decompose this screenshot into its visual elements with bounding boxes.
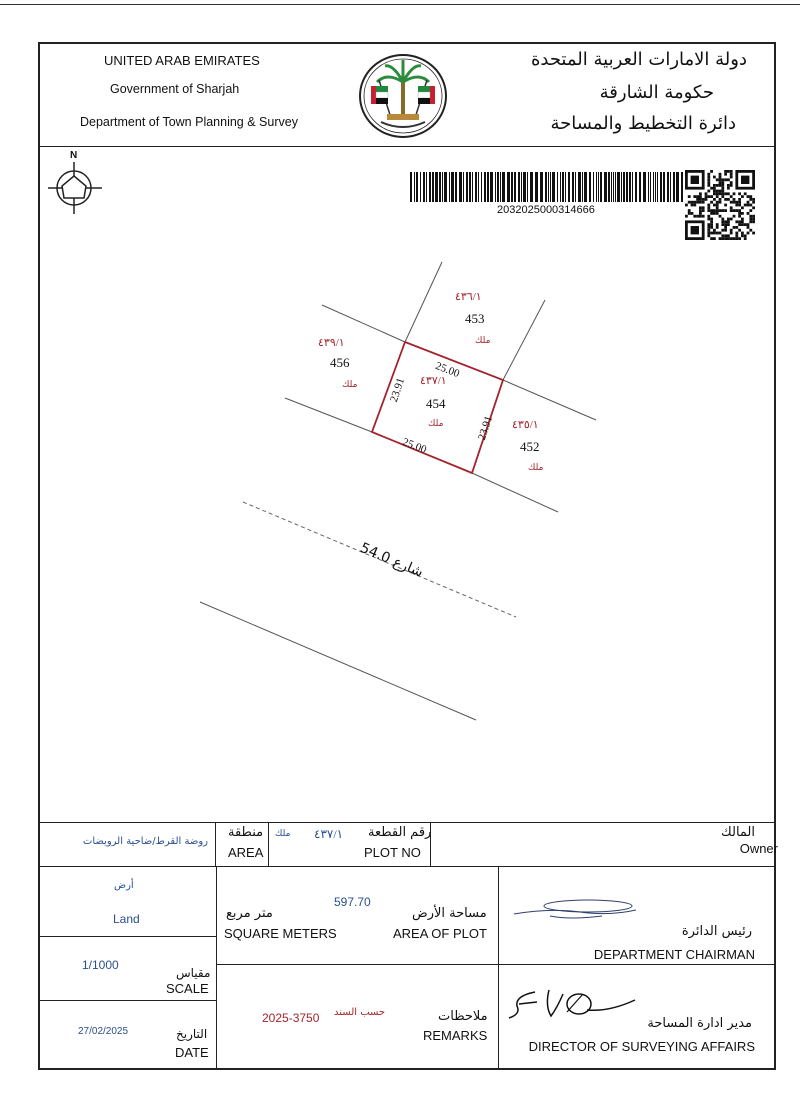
north-label: N <box>70 150 78 161</box>
plot-no-value: ٤٣٧/١ <box>314 827 344 841</box>
barcode-number: 2032025000314666 <box>497 204 595 216</box>
plot-west-number: 456 <box>330 355 350 370</box>
scale-label-ar: مقياس <box>176 966 211 980</box>
plot-type-value: ملك <box>275 829 291 839</box>
dimension-left: 23.91 <box>388 376 408 404</box>
chairman-signature <box>510 894 640 928</box>
date-label-ar: التاريخ <box>176 1027 208 1041</box>
street-edge-line <box>200 602 476 720</box>
info-bar-bottom-line <box>38 866 776 867</box>
plot-subject-ref: ٤٣٧/١ <box>420 375 447 387</box>
info-bar-top-line <box>38 822 776 823</box>
area-label-en: AREA <box>228 845 264 860</box>
area-of-plot-value: 597.70 <box>334 895 371 909</box>
area-of-plot-label-en: AREA OF PLOT <box>393 926 487 941</box>
plot-west-type: ملك <box>342 380 358 390</box>
plot-boundary-line <box>503 300 545 380</box>
details-row-line <box>38 1000 216 1001</box>
plot-north-ref: ٤٣٦/١ <box>455 291 482 303</box>
remarks-label-en: REMARKS <box>423 1028 488 1043</box>
plot-north-number: 453 <box>465 311 485 326</box>
plot-east-ref: ٤٣٥/١ <box>512 419 539 431</box>
chairman-label-ar: رئيس الدائرة <box>681 924 752 939</box>
plot-subject-type: ملك <box>428 419 444 429</box>
info-divider <box>268 822 269 866</box>
details-row-line <box>216 964 776 965</box>
remarks-label-ar: ملاحظات <box>438 1009 488 1024</box>
header-ar-government: حكومة الشارقة <box>599 82 714 103</box>
chairman-label-en: DEPARTMENT CHAIRMAN <box>593 947 755 962</box>
date-value: 27/02/2025 <box>78 1026 129 1037</box>
header-ar-country: دولة الامارات العربية المتحدة <box>530 49 747 70</box>
dimension-top: 25.00 <box>433 360 462 381</box>
plot-subject-number: 454 <box>426 396 446 411</box>
header-ar-department: دائرة التخطيط والمساحة <box>550 113 736 134</box>
details-divider <box>216 866 217 1070</box>
plot-west-ref: ٤٣٩/١ <box>318 337 345 349</box>
owner-label-en: Owner <box>739 841 778 856</box>
owner-label-ar: المالك <box>721 825 755 840</box>
plot-no-label-en: PLOT NO <box>364 845 421 860</box>
header-en-government: Government of Sharjah <box>110 82 240 96</box>
land-label-en: Land <box>113 912 140 926</box>
dimension-right: 23.91 <box>476 414 496 442</box>
scale-value: 1/1000 <box>82 958 119 972</box>
street-label: شارع 54.0 <box>357 540 426 581</box>
plot-boundary-line <box>285 398 372 432</box>
sqm-label-ar: متر مربع <box>226 906 273 921</box>
area-label-ar: منطقة <box>228 825 264 840</box>
header-en-department: Department of Town Planning & Survey <box>80 115 298 129</box>
remarks-value-ar: حسب السند <box>334 1007 386 1018</box>
plot-boundary-line <box>405 262 442 342</box>
plot-north-type: ملك <box>475 336 491 346</box>
plot-east-type: ملك <box>528 463 544 473</box>
dimension-bottom: 25.00 <box>400 436 429 457</box>
details-row-line <box>38 936 216 937</box>
plot-boundary-line <box>472 473 558 512</box>
director-signature <box>505 982 645 1022</box>
details-divider <box>498 866 499 1070</box>
land-label-ar: أرض <box>114 880 134 891</box>
scale-label-en: SCALE <box>166 981 209 996</box>
sqm-label-en: SQUARE METERS <box>224 926 337 941</box>
info-divider <box>215 822 216 866</box>
area-value: روضة القرط/ضاحية الرويضات <box>82 836 208 847</box>
plot-no-label-ar: رقم القطعة <box>368 825 432 840</box>
remarks-value: 2025-3750 <box>262 1011 320 1025</box>
header-en-country: UNITED ARAB EMIRATES <box>104 53 260 68</box>
plot-east-number: 452 <box>520 439 540 454</box>
area-of-plot-label-ar: مساحة الأرض <box>412 906 487 921</box>
date-label-en: DATE <box>175 1045 209 1060</box>
plot-boundary-line <box>503 380 596 420</box>
director-label-ar: مدير ادارة المساحة <box>647 1016 752 1031</box>
director-label-en: DIRECTOR OF SURVEYING AFFAIRS <box>528 1039 755 1054</box>
